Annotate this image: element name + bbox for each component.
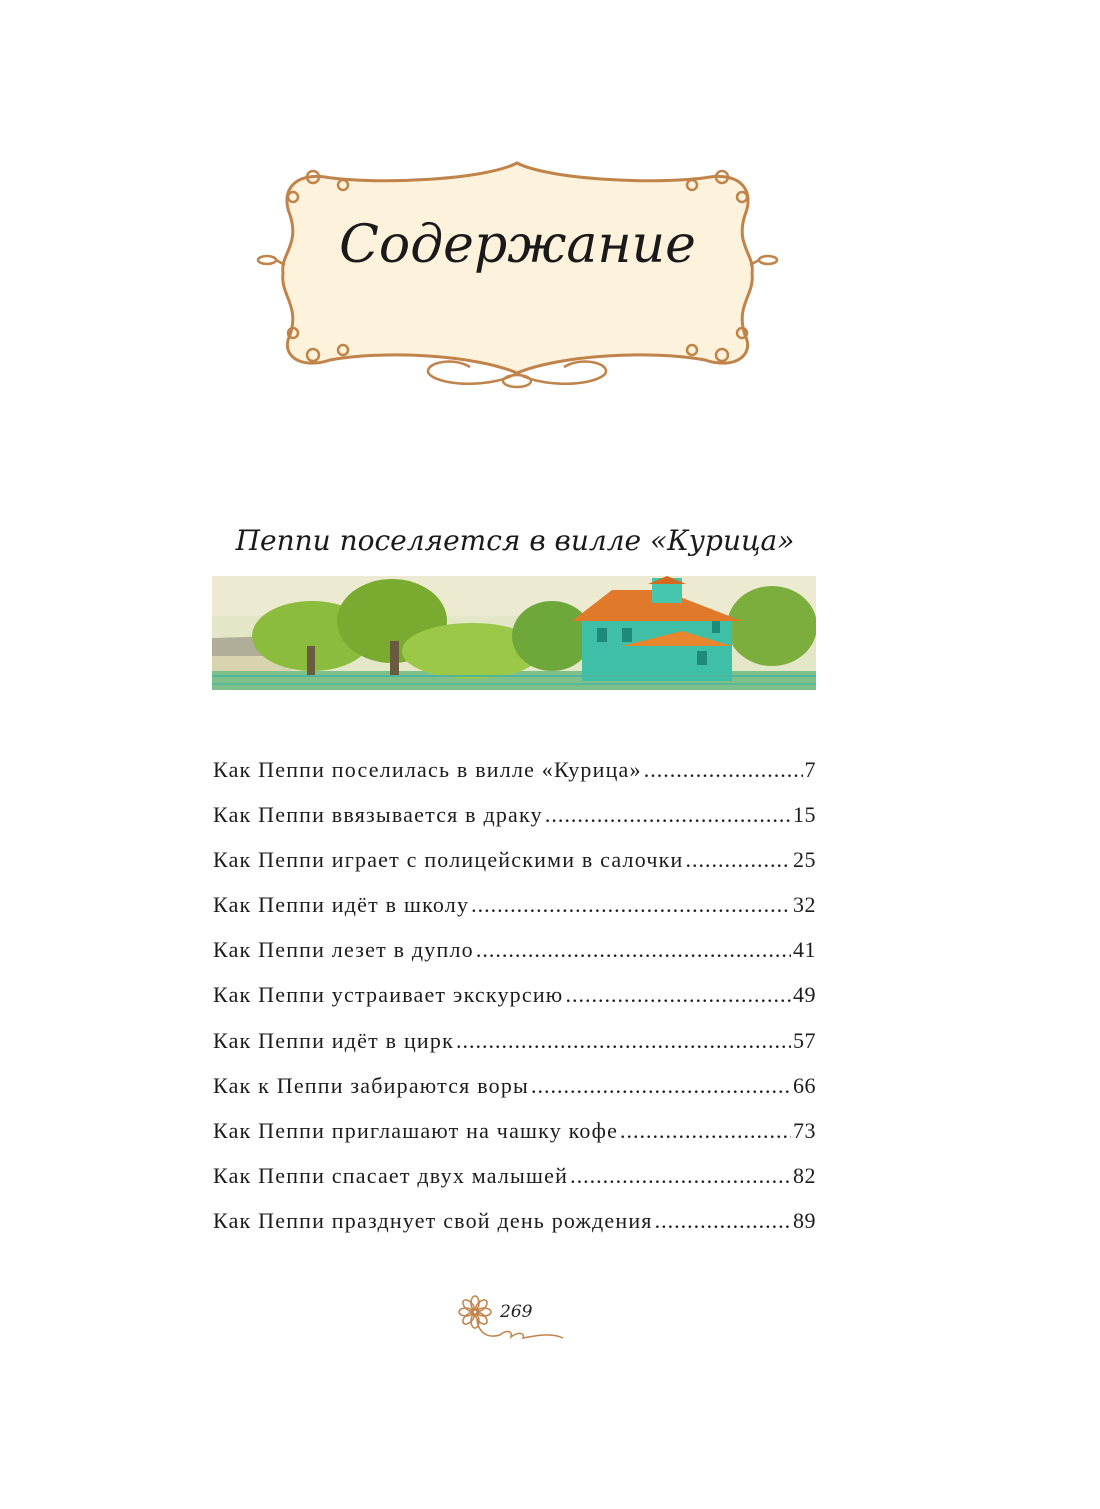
toc-entry[interactable] — [213, 847, 816, 892]
toc-entry-page: 49 — [793, 982, 816, 1008]
toc-entry-title: Как Пеппи поселилась в вилле «Курица» — [213, 757, 642, 782]
dot-leader — [620, 1118, 791, 1144]
dot-leader — [565, 982, 791, 1008]
dot-leader — [545, 802, 791, 828]
toc-entry-page: 66 — [793, 1072, 816, 1098]
page-title: Содержание — [339, 215, 696, 275]
page-number-ornament — [455, 1290, 570, 1350]
toc-entry-page: 15 — [793, 802, 816, 828]
page-number: 269 — [500, 1302, 533, 1322]
toc-entry-title: Как Пеппи приглашают на чашку кофе — [213, 1117, 619, 1143]
dot-leader — [570, 1163, 791, 1189]
dot-leader — [644, 757, 803, 783]
toc-entry-title: Как Пеппи празднует свой день рождения — [213, 1207, 653, 1233]
toc-entry[interactable] — [213, 1073, 816, 1118]
toc-entry-page: 89 — [793, 1207, 816, 1233]
toc-entry-page: 73 — [793, 1117, 816, 1143]
toc-entry-page: 7 — [804, 757, 816, 782]
toc-entry[interactable] — [213, 757, 816, 802]
toc-entry-title: Как Пеппи лезет в дупло — [213, 937, 474, 963]
toc-entry-page: 25 — [793, 847, 816, 873]
toc-entry[interactable] — [213, 937, 816, 982]
table-of-contents — [213, 757, 816, 1253]
toc-entry-title: Как Пеппи идёт в цирк — [213, 1027, 454, 1053]
toc-entry[interactable] — [213, 1118, 816, 1163]
toc-entry-title: Как Пеппи спасает двух малышей — [213, 1162, 569, 1188]
toc-entry[interactable] — [213, 1208, 816, 1253]
dot-leader — [476, 937, 791, 963]
dot-leader — [686, 847, 792, 873]
toc-entry[interactable] — [213, 802, 816, 847]
toc-entry-title: Как Пеппи играет с полицейскими в салочки — [213, 847, 684, 873]
toc-entry-page: 32 — [793, 892, 816, 918]
toc-entry-title: Как Пеппи идёт в школу — [213, 892, 470, 918]
toc-entry[interactable] — [213, 1028, 816, 1073]
dot-leader — [456, 1028, 791, 1054]
dot-leader — [531, 1073, 791, 1099]
toc-entry-page: 57 — [793, 1027, 816, 1053]
dot-leader — [655, 1208, 791, 1234]
villa-illustration — [212, 576, 816, 702]
dot-leader — [471, 892, 791, 918]
toc-entry[interactable] — [213, 1163, 816, 1208]
section-title: Пеппи поселяется в вилле «Курица» — [235, 524, 795, 557]
toc-entry[interactable] — [213, 982, 816, 1027]
toc-entry-title: Как к Пеппи забираются воры — [213, 1072, 530, 1098]
toc-entry-title: Как Пеппи ввязывается в драку — [213, 802, 543, 828]
toc-entry[interactable] — [213, 892, 816, 937]
toc-entry-title: Как Пеппи устраивает экскурсию — [213, 982, 564, 1008]
toc-entry-page: 41 — [793, 937, 816, 963]
toc-entry-page: 82 — [793, 1162, 816, 1188]
